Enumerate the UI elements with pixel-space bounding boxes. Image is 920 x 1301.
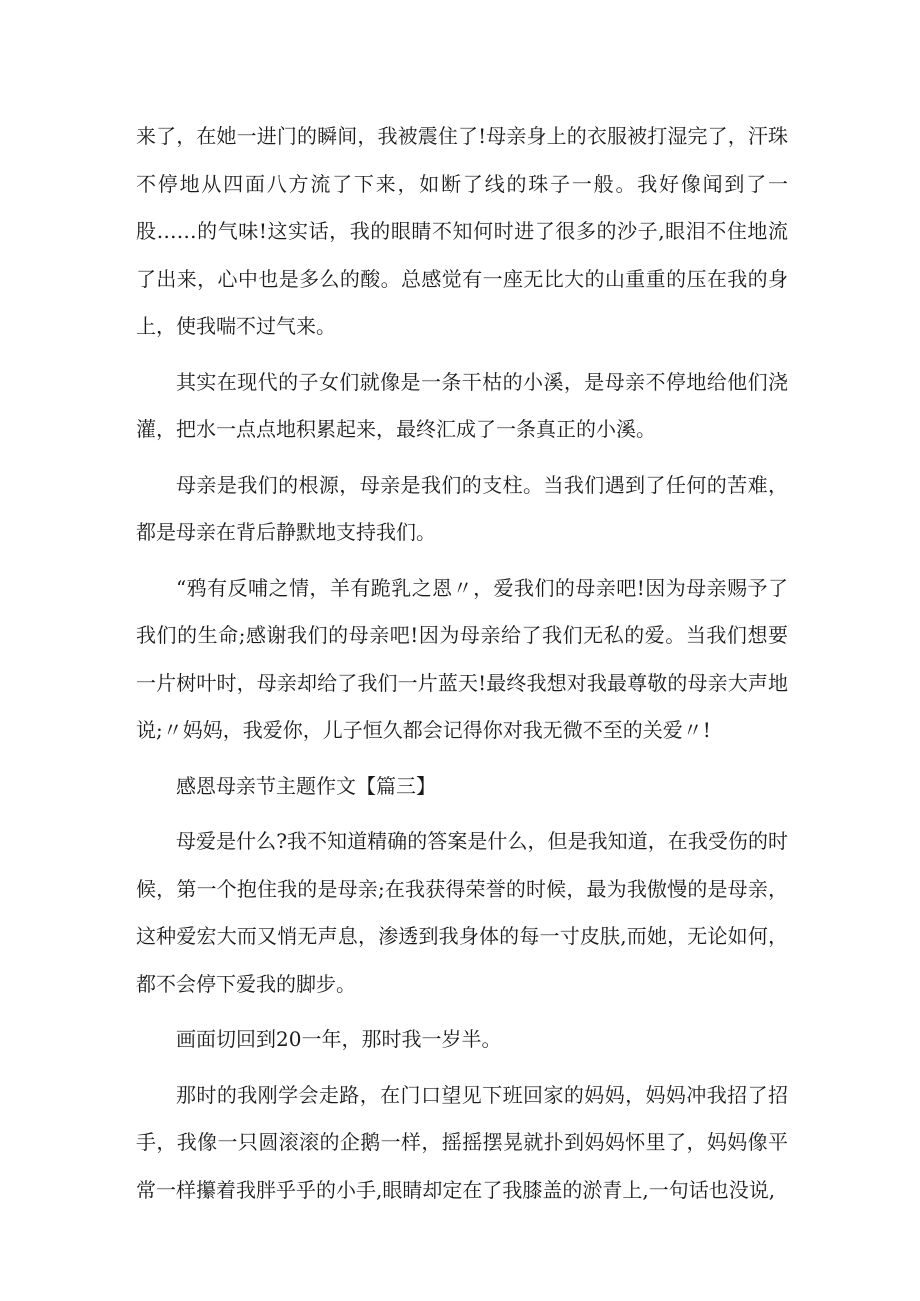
paragraph-what-is-love: 母爱是什么?我不知道精确的答案是什么，但是我知道，在我受伤的时候，第一个抱住我的是母亲;在我获得荣誉的时候，最为我傲慢的是母亲，这种爱宏大而又悄无声息，渗透到我身体的每一寸皮肤,而她，无论如何，都不会停下爱我的脚步。 — [136, 829, 788, 996]
paragraph-learning-to-walk: 那时的我刚学会走路，在门口望见下班回家的妈妈，妈妈冲我招了招手，我像一只圆滚滚的企鹅一样，摇摇摆晃就扑到妈妈怀里了，妈妈像平常一样攥着我胖乎乎的小手,眼睛却定在了我膝盖的淤青上,一句话也没说, — [136, 1082, 788, 1202]
paragraph-continuation: 来了，在她一进门的瞬间，我被震住了!母亲身上的衣服被打湿完了，汗珠不停地从四面八方流了下来，如断了线的珠子一般。我好像闻到了一股……的气味!这实话，我的眼睛不知何时进了很多的沙子,眼泪不住地流了出来，心中也是多么的酸。总感觉有一座无比大的山重重的压在我的身上，使我喘不过气来。 — [136, 124, 788, 338]
paragraph-flashback: 画面切回到20一年，那时我一岁半。 — [176, 1027, 502, 1051]
paragraph-mother-root: 母亲是我们的根源，母亲是我们的支柱。当我们遇到了任何的苦难，都是母亲在背后静默地支持我们。 — [136, 472, 788, 544]
paragraph-dry-stream: 其实在现代的子女们就像是一条干枯的小溪，是母亲不停地给他们浇灌，把水一点点地积累起来，最终汇成了一条真正的小溪。 — [136, 369, 788, 441]
section-heading: 感恩母亲节主题作文【篇三】 — [176, 773, 436, 798]
paragraph-gratitude: “鸦有反哺之情，羊有跪乳之恩〃，爱我们的母亲吧!因为母亲赐予了我们的生命;感谢我们的母亲吧!因为母亲给了我们无私的爱。当我们想要一片树叶时，母亲却给了我们一片蓝天!最终我想对我最尊敬的母亲大声地说;〃妈妈，我爱你，儿子恒久都会记得你对我无微不至的关爱〃! — [136, 575, 788, 742]
document-body — [136, 113, 788, 1222]
